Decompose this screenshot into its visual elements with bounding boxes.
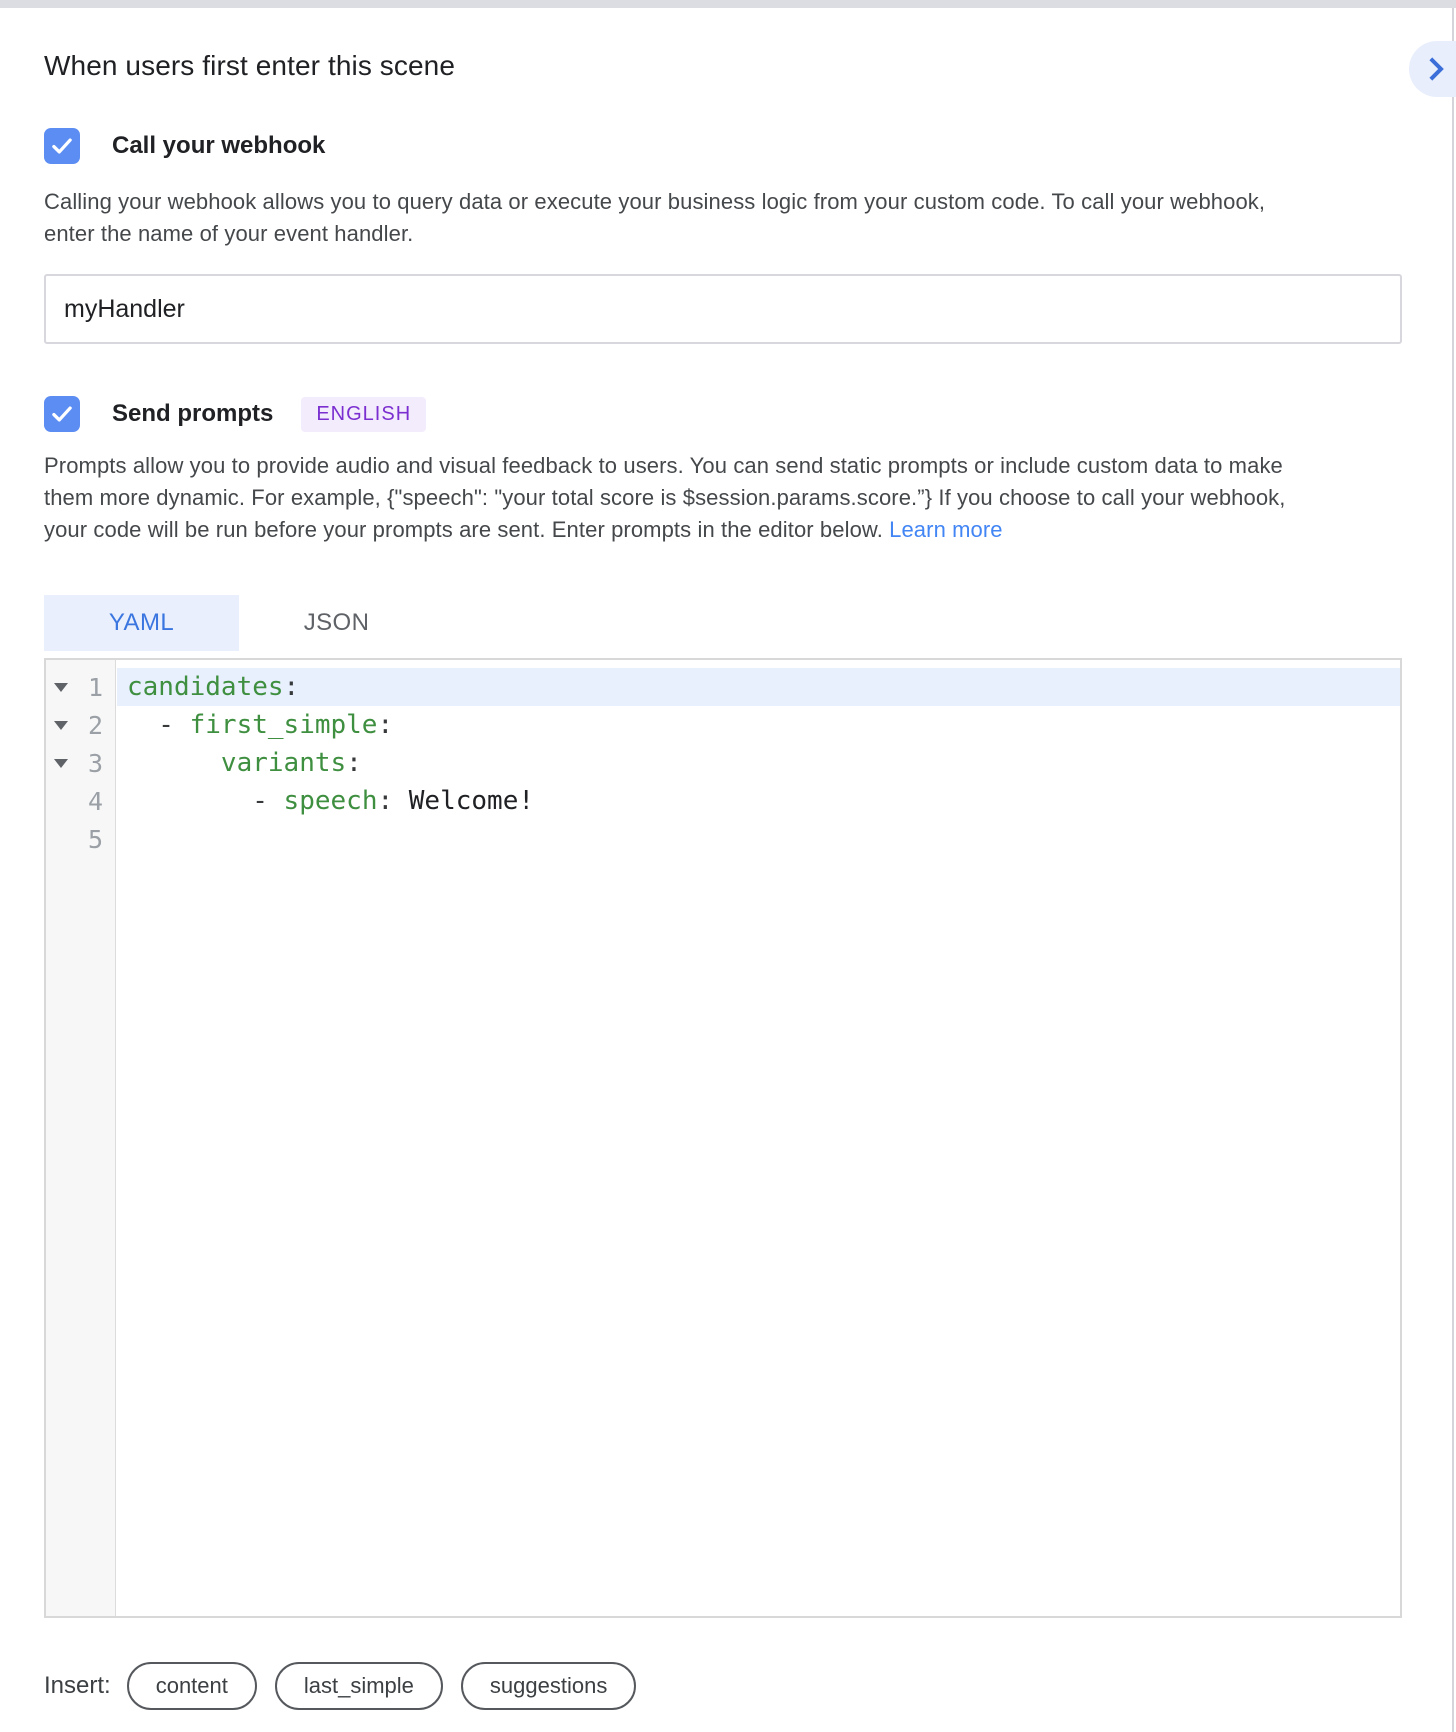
code-line[interactable] (117, 820, 1400, 858)
editor-gutter (46, 660, 116, 1616)
gutter-row (46, 820, 115, 858)
code-token: - (127, 710, 190, 740)
insert-suggestions-button[interactable]: suggestions (461, 1662, 636, 1710)
tab-yaml[interactable]: YAML (44, 595, 239, 651)
prompts-checkbox[interactable] (44, 396, 80, 432)
code-line[interactable] (117, 706, 1400, 744)
event-handler-input[interactable] (44, 274, 1402, 344)
top-strip (0, 0, 1456, 8)
fold-arrow-icon[interactable] (54, 721, 68, 730)
gutter-row (46, 706, 115, 744)
gutter-row (46, 744, 115, 782)
code-token: : (377, 786, 394, 816)
collapse-panel-button[interactable] (1409, 41, 1456, 97)
insert-last_simple-button[interactable]: last_simple (275, 1662, 443, 1710)
line-number: 5 (87, 824, 103, 854)
prompts-description-line: them more dynamic. For example, {"speech": "your total score is $session.params.score.”} If you choose to call your webhook, (44, 485, 1286, 510)
insert-buttons (127, 1662, 655, 1710)
line-number: 4 (87, 786, 103, 816)
code-line[interactable] (117, 744, 1400, 782)
code-editor (44, 658, 1402, 1618)
webhook-checkbox-label: Call your webhook (112, 132, 326, 159)
learn-more-link[interactable]: Learn more (889, 517, 1003, 542)
chevron-right-icon (1421, 54, 1451, 84)
code-line[interactable] (117, 668, 1400, 706)
checkmark-icon (49, 401, 75, 427)
line-number: 3 (87, 748, 103, 778)
webhook-checkbox-row (44, 128, 325, 164)
line-number: 1 (87, 672, 103, 702)
prompts-checkbox-row (44, 396, 426, 432)
code-token: : (283, 672, 300, 702)
format-tabs (44, 595, 434, 651)
insert-label: Insert: (44, 1672, 111, 1699)
code-token: speech (283, 786, 378, 816)
webhook-description (44, 186, 1374, 250)
code-token: first_simple (189, 710, 378, 740)
gutter-row (46, 668, 115, 706)
prompts-checkbox-label: Send prompts (112, 400, 274, 427)
panel-right-border (1452, 8, 1454, 1732)
code-token: Welcome! (393, 786, 535, 816)
code-token (127, 748, 221, 778)
code-token: - (127, 786, 284, 816)
fold-arrow-icon[interactable] (54, 759, 68, 768)
webhook-description-line: Calling your webhook allows you to query data or execute your business logic from your custom code. To call your webhook, (44, 189, 1266, 214)
fold-arrow-icon[interactable] (54, 683, 68, 692)
language-badge: ENGLISH (301, 397, 426, 432)
checkmark-icon (49, 133, 75, 159)
prompts-description-line (44, 514, 1374, 546)
prompts-description-text: your code will be run before your prompts are sent. Enter prompts in the editor below. (44, 517, 883, 542)
code-line[interactable] (117, 782, 1400, 820)
page-title: When users first enter this scene (44, 50, 456, 81)
code-token: candidates (127, 672, 284, 702)
code-token: : (377, 710, 394, 740)
gutter-row (46, 782, 115, 820)
tab-json[interactable]: JSON (239, 595, 434, 651)
line-number: 2 (87, 710, 103, 740)
webhook-checkbox[interactable] (44, 128, 80, 164)
webhook-description-line: enter the name of your event handler. (44, 221, 414, 246)
prompts-description (44, 450, 1374, 546)
prompts-description-line: Prompts allow you to provide audio and visual feedback to users. You can send static prompts or include custom data to make (44, 453, 1283, 478)
code-token: variants (220, 748, 347, 778)
code-token: : (346, 748, 362, 778)
editor-code-area[interactable] (117, 660, 1400, 1616)
insert-row (44, 1662, 654, 1710)
insert-content-button[interactable]: content (127, 1662, 257, 1710)
